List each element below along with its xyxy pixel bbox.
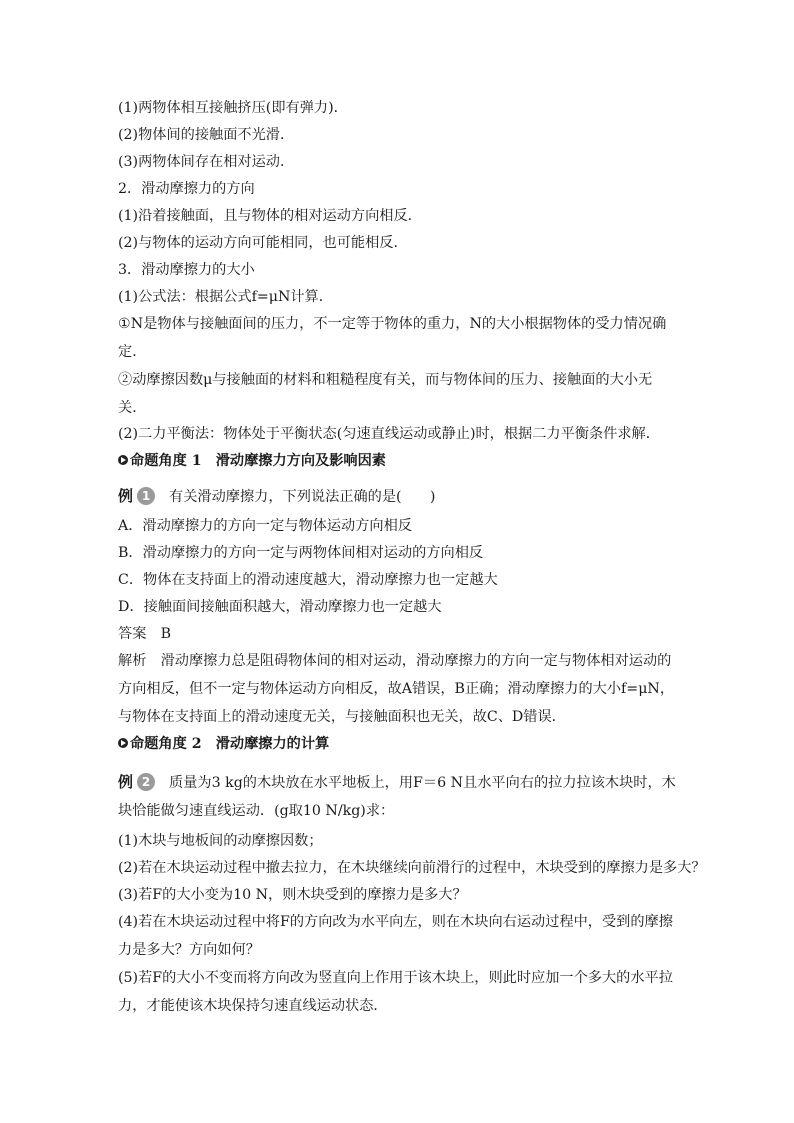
- balance-method: (2)二力平衡法：物体处于平衡状态(匀速直线运动或静止)时，根据二力平衡条件求解．: [118, 426, 660, 442]
- formula-method: (1)公式法：根据公式f=μN计算．: [118, 289, 333, 305]
- condition-3: (3)两物体间存在相对运动．: [118, 154, 295, 170]
- question-3: (3)若F的大小变为10 N，则木块受到的摩擦力是多大？: [118, 887, 467, 903]
- option-b: B．滑动摩擦力的方向一定与两物体间相对运动的方向相反: [118, 545, 484, 561]
- example-number-badge: 1: [137, 487, 155, 505]
- normal-force-note: ①N是物体与接触面间的压力，不一定等于物体的重力，N的大小根据物体的受力情况确定．: [118, 316, 667, 360]
- question-5: (5)若F的大小不变而将方向改为竖直向上作用于该木块上，则此时应加一个多大的水平拉力，才能使该木块保持匀速直线运动状态．: [118, 970, 673, 1014]
- example-2-stem: [118, 768, 678, 825]
- direction-2: (2)与物体的运动方向可能相同，也可能相反．: [118, 235, 408, 251]
- topic-angle-2-label: 命题角度 2 滑动摩擦力的计算: [130, 736, 330, 752]
- play-circle-icon: [118, 738, 128, 748]
- topic-angle-2: [118, 734, 329, 754]
- example-label: 例: [118, 487, 134, 505]
- answer: 答案 B: [118, 626, 171, 642]
- direction-1: (1)沿着接触面，且与物体的相对运动方向相反．: [118, 208, 422, 224]
- option-c: C．物体在支持面上的滑动速度越大，滑动摩擦力也一定越大: [118, 572, 498, 588]
- section-3-title: 3．滑动摩擦力的大小: [118, 262, 255, 278]
- condition-1: (1)两物体相互接触挤压(即有弹力)．: [118, 100, 348, 116]
- example-number-badge: 2: [137, 773, 155, 791]
- analysis: 解析 滑动摩擦力总是阻碍物体间的相对运动，滑动摩擦力的方向一定与物体相对运动的方向相反，但不一定与物体运动方向相反，故A错误，B正确；滑动摩擦力的大小f=μN，与物体在支持面上的滑动速度无关，与接触面积也无关，故C、D错误．: [118, 653, 675, 725]
- friction-coefficient-note: ②动摩擦因数μ与接触面的材料和粗糙程度有关，而与物体间的压力、接触面的大小无关．: [118, 372, 653, 416]
- question-2: (2)若在木块运动过程中撤去拉力，在木块继续向前滑行的过程中，木块受到的摩擦力是多大？: [118, 860, 706, 876]
- example-1-question: [118, 486, 435, 507]
- topic-angle-1-label: 命题角度 1 滑动摩擦力方向及影响因素: [130, 453, 386, 469]
- option-d: D．接触面间接触面积越大，滑动摩擦力也一定越大: [118, 599, 442, 615]
- condition-2: (2)物体间的接触面不光滑．: [118, 127, 295, 143]
- example-1-stem: 有关滑动摩擦力，下列说法正确的是( ): [169, 489, 436, 505]
- question-4: (4)若在木块运动过程中将F的方向改为水平向左，则在木块向右运动过程中，受到的摩擦力是多大？方向如何？: [118, 914, 673, 958]
- topic-angle-1: [118, 451, 386, 471]
- play-circle-icon: [118, 455, 128, 465]
- example-label: 例: [118, 773, 134, 791]
- section-2-title: 2．滑动摩擦力的方向: [118, 181, 255, 197]
- question-1: (1)木块与地板间的动摩擦因数；: [118, 833, 323, 849]
- example-2-text: 质量为3 kg的木块放在水平地板上，用F＝6 N且水平向右的拉力拉该木块时，木块恰能做匀速直线运动．(g取10 N/kg)求：: [118, 775, 676, 819]
- option-a: A．滑动摩擦力的方向一定与物体运动方向相反: [118, 518, 412, 534]
